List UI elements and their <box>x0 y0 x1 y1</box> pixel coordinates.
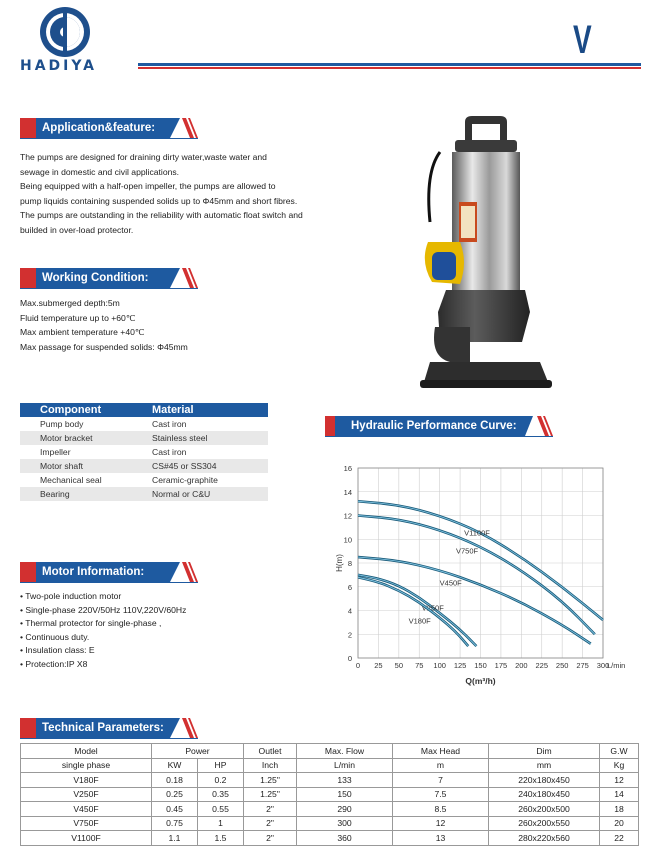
table-cell: V450F <box>21 802 152 817</box>
x-tick-label: 225 <box>535 661 549 670</box>
component-material: Normal or C&U <box>152 489 211 499</box>
table-cell: 20 <box>600 816 639 831</box>
component-name: Pump body <box>40 419 84 429</box>
y-tick-label: 12 <box>343 511 352 521</box>
table-cell: 0.45 <box>152 802 198 817</box>
component-material: Cast iron <box>152 419 187 429</box>
section-title-text: Application&feature: <box>42 122 156 134</box>
x-tick-label: 250 <box>555 661 569 670</box>
table-row <box>21 773 639 788</box>
series-line-highlight <box>358 577 468 646</box>
table-row <box>21 816 639 831</box>
y-tick-label: 8 <box>347 559 352 568</box>
section-title-curve <box>325 416 553 437</box>
y-tick-label: 10 <box>343 535 352 545</box>
series-label: V180F <box>408 616 431 626</box>
table-cell: V750F <box>21 816 152 831</box>
list-item: • Protection:IP X8 <box>20 658 88 669</box>
component-name: Bearing <box>40 489 70 499</box>
x-tick-label: 150 <box>474 661 487 670</box>
technical-parameters-table <box>20 743 639 846</box>
subheader-cell: single phase <box>21 758 152 773</box>
component-name: Mechanical seal <box>40 475 102 485</box>
brand-name: HADIYA <box>20 58 98 74</box>
subheader-cell: Inch <box>244 758 297 773</box>
table-cell: V1100F <box>21 831 152 846</box>
table-cell: 18 <box>600 802 639 817</box>
series-line-highlight <box>358 557 591 644</box>
x-tick-label: 75 <box>415 661 424 670</box>
table-cell: 0.75 <box>152 816 198 831</box>
pump-product-image <box>410 112 560 390</box>
table-cell: 260x200x500 <box>489 802 600 817</box>
table-cell: 260x200x550 <box>489 816 600 831</box>
motor-info-list <box>20 590 300 672</box>
list-item: • Continuous duty. <box>20 631 90 642</box>
y-tick-label: 0 <box>347 654 352 663</box>
component-material: Cast iron <box>152 447 187 457</box>
y-tick-label: 4 <box>347 606 352 616</box>
table-cell: 12 <box>600 773 639 788</box>
table-cell: 14 <box>600 787 639 802</box>
subheader-cell: KW <box>152 758 198 773</box>
table-cell: 2" <box>244 831 297 846</box>
x-tick-label: 275 <box>576 661 589 670</box>
list-item: • Two-pole induction motor <box>20 591 122 601</box>
x-tick-label: 175 <box>494 661 508 670</box>
header-rule-red <box>138 67 641 69</box>
table-row <box>21 787 639 802</box>
component-material: Stainless steel <box>152 433 208 443</box>
series-label: V1100F <box>464 528 490 538</box>
x-tick-label: 50 <box>394 661 404 670</box>
list-item: • Insulation class: E <box>20 645 95 656</box>
table-cell: 0.35 <box>198 787 244 802</box>
component-table <box>20 403 268 501</box>
working-text <box>20 296 340 354</box>
text-line: Max ambient temperature +40℃ <box>20 327 145 338</box>
section-title-working <box>20 268 198 289</box>
subheader-cell: L/min <box>297 758 393 773</box>
table-row <box>21 802 639 817</box>
x-tick-label: 0 <box>355 661 361 670</box>
table-cell: 0.25 <box>152 787 198 802</box>
section-title-technical <box>20 718 198 739</box>
table-cell: 220x180x450 <box>489 773 600 788</box>
table-row <box>20 487 268 501</box>
series-label: V750F <box>456 546 479 556</box>
table-cell: 1 <box>198 816 244 831</box>
text-line: The pumps are designed for draining dirty water,waste water and <box>20 152 267 162</box>
table-cell: 0.55 <box>198 802 244 817</box>
header-rule-blue <box>138 63 641 66</box>
table-cell: 1.25" <box>244 787 297 802</box>
subheader-cell: HP <box>198 758 244 773</box>
header-max-head: Max Head <box>393 744 489 759</box>
section-title-text: Hydraulic Performance Curve: <box>351 420 517 432</box>
x-tick-label: 200 <box>515 661 528 670</box>
x-unit-label: L/min <box>607 661 626 670</box>
component-table-header <box>20 403 268 417</box>
table-row <box>20 445 268 459</box>
table-cell: 300 <box>297 816 393 831</box>
list-item: • Single-phase 220V/50Hz 110V,220V/60Hz <box>20 604 187 615</box>
component-name: Motor shaft <box>40 461 83 471</box>
series-letter: V <box>573 18 592 62</box>
section-title-text: Motor Information: <box>42 566 145 578</box>
text-line: Being equipped with a half-open impeller, the pumps are allowed to <box>20 181 276 192</box>
component-name: Impeller <box>40 447 71 457</box>
table-cell: 280x220x560 <box>489 831 600 846</box>
series-line <box>358 577 468 646</box>
header-gw: G.W <box>600 744 639 759</box>
table-cell: 290 <box>297 802 393 817</box>
header-outlet: Outlet <box>244 744 297 759</box>
table-cell: 133 <box>297 773 393 788</box>
table-cell: 1.1 <box>152 831 198 846</box>
application-text <box>20 150 340 238</box>
header-power: Power <box>152 744 244 759</box>
x-tick-label: 100 <box>433 661 446 670</box>
y-tick-label: 2 <box>347 630 352 640</box>
table-cell: 7.5 <box>393 787 489 802</box>
table-header-row <box>21 744 639 759</box>
series-label: V450F <box>439 578 462 588</box>
section-title-text: Technical Parameters: <box>42 722 164 734</box>
text-line: Max passage for suspended solids: Φ45mm <box>20 341 188 352</box>
header-dim: Dim <box>489 744 600 759</box>
text-line: Fluid temperature up to +60℃ <box>20 312 136 323</box>
subheader-cell: mm <box>489 758 600 773</box>
subheader-cell: m <box>393 758 489 773</box>
subheader-cell: Kg <box>600 758 639 773</box>
list-item: • Thermal protector for single-phase , <box>20 618 162 629</box>
performance-chart <box>330 458 630 694</box>
table-cell: 13 <box>393 831 489 846</box>
series-line <box>358 557 591 644</box>
brand-logo <box>38 5 92 59</box>
table-cell: 240x180x450 <box>489 787 600 802</box>
section-title-motor <box>20 562 198 583</box>
header-model: Model <box>21 744 152 759</box>
table-cell: 150 <box>297 787 393 802</box>
header-material: Material <box>152 404 194 416</box>
x-tick-label: 125 <box>453 661 467 670</box>
header-component: Component <box>40 404 102 416</box>
table-cell: 12 <box>393 816 489 831</box>
table-cell: 2" <box>244 816 297 831</box>
table-row <box>20 459 268 473</box>
y-axis-label: H(m) <box>335 554 344 572</box>
table-cell: 1.5 <box>198 831 244 846</box>
x-axis-label: Q(m³/h) <box>465 676 496 686</box>
table-cell: 0.18 <box>152 773 198 788</box>
text-line: builded in over-load protector. <box>20 224 134 235</box>
y-tick-label: 6 <box>347 582 352 592</box>
table-row <box>21 831 639 846</box>
section-title-application <box>20 118 198 139</box>
table-cell: 7 <box>393 773 489 788</box>
table-cell: 1.25" <box>244 773 297 788</box>
table-cell: 2" <box>244 802 297 817</box>
y-tick-label: 14 <box>343 487 352 497</box>
x-tick-label: 300 <box>596 661 610 670</box>
table-cell: V180F <box>21 773 152 788</box>
table-subheader-row <box>21 758 639 773</box>
table-cell: 360 <box>297 831 393 846</box>
text-line: pump liquids containing suspended solids up to Φ45mm and short fibres. <box>20 195 298 206</box>
section-title-text: Working Condition: <box>42 272 149 284</box>
table-row <box>20 431 268 445</box>
header-max-flow: Max. Flow <box>297 744 393 759</box>
table-row <box>20 473 268 487</box>
table-row <box>20 417 268 431</box>
table-cell: 8.5 <box>393 802 489 817</box>
series-label: V250F <box>421 603 444 613</box>
component-material: Ceramic-graphite <box>152 475 218 485</box>
component-material: CS#45 or SS304 <box>152 461 217 471</box>
x-tick-label: 25 <box>374 661 383 670</box>
table-cell: 22 <box>600 831 639 846</box>
y-tick-label: 16 <box>343 464 352 473</box>
table-cell: V250F <box>21 787 152 802</box>
text-line: The pumps are outstanding in the reliability with automatic float switch and <box>20 210 303 221</box>
performance-chart-svg <box>330 458 630 694</box>
text-line: Max.submerged depth:5m <box>20 298 120 308</box>
text-line: sewage in domestic and civil applications. <box>20 166 180 177</box>
component-name: Motor bracket <box>40 433 93 443</box>
table-cell: 0.2 <box>198 773 244 788</box>
